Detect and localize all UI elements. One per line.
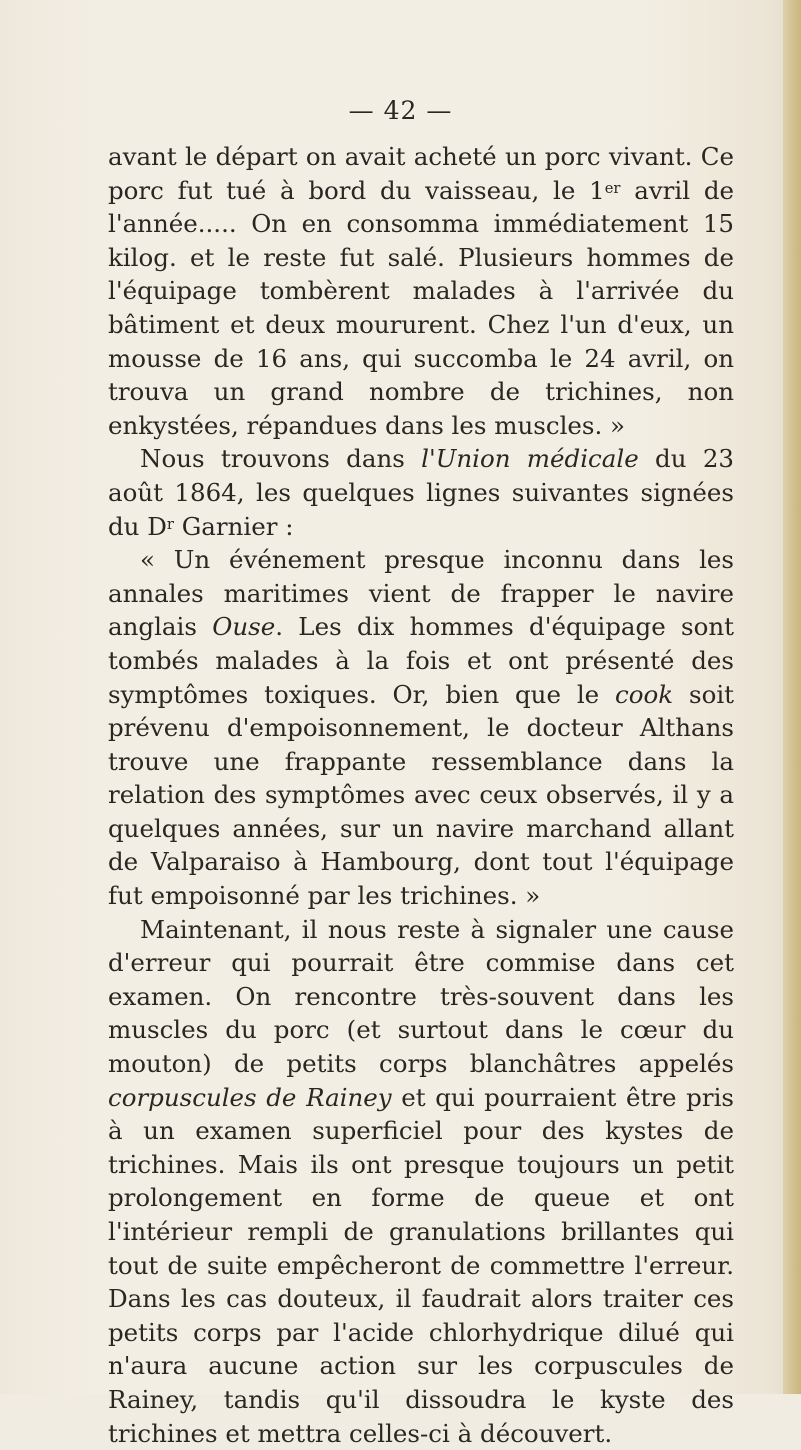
superscript-text: r bbox=[166, 515, 174, 533]
body-text bbox=[108, 140, 734, 1450]
text-run: avril de l'année..... On en consomma immédiatement 15 kilog. et le reste fut salé. Plusieurs hommes de l'équipage tombèrent malades à l'arrivée du bâtiment et deux moururent. Chez l'un d'eux, un mousse de 16 ans, qui succomba le 24 avril, on trouva un grand nombre de trichines, non enkystées, répandues dans les muscles. » bbox=[108, 175, 734, 440]
page-edge-shadow bbox=[783, 0, 801, 1394]
italic-text: Ouse bbox=[212, 612, 276, 642]
text-run: Maintenant, il nous reste à signaler une cause d'erreur qui pourrait être commise dans cet examen. On rencontre très-souvent dans les muscles du porc (et surtout dans le cœur du mouton) de petits corps blanchâtres appelés bbox=[108, 914, 734, 1079]
paragraph-2 bbox=[108, 442, 734, 543]
paragraph-4 bbox=[108, 913, 734, 1450]
text-run: « Un événement presque inconnu dans les annales maritimes vient de frapper le navire anglais bbox=[108, 545, 734, 642]
superscript-text: er bbox=[604, 179, 621, 197]
italic-text: l'Union médicale bbox=[421, 444, 639, 474]
text-run: avant le départ on avait acheté un porc vivant. Ce porc fut tué à bord du vaisseau, le 1 bbox=[108, 142, 734, 205]
text-run: Nous trouvons dans bbox=[140, 444, 422, 474]
italic-text: corpuscules de Rainey bbox=[108, 1082, 392, 1112]
paragraph-3 bbox=[108, 543, 734, 913]
paragraph-1 bbox=[108, 140, 734, 442]
text-run: et qui pourraient être pris à un examen superficiel pour des kystes de trichines. Mais ils ont presque toujours un petit prolongement en forme de queue et ont l'intérieur rempli de granulations brillantes qui tout de suite empêcheront de commettre l'erreur. Dans les cas douteux, il faudrait alors traiter ces petits corps par l'acide chlorhydrique dilué qui n'aura aucune action sur les corpuscules de Rainey, tandis qu'il dissoudra le kyste des trichines et mettra celles-ci à découvert. bbox=[108, 1082, 734, 1448]
text-run: du 23 août 1864, les quelques lignes suivantes signées du D bbox=[108, 444, 734, 541]
text-run: . Les dix hommes d'équipage sont tombés malades à la fois et ont présenté des symptômes toxiques. Or, bien que le bbox=[108, 612, 734, 709]
italic-text: cook bbox=[615, 679, 674, 709]
page-number: — 42 — bbox=[348, 96, 453, 125]
text-run: Garnier : bbox=[173, 511, 294, 541]
text-run: soit prévenu d'empoisonnement, le docteur Althans trouve une frappante ressemblance dans la relation des symptômes avec ceux observés, il y a quelques années, sur un navire marchand allant de Valparaiso à Hambourg, dont tout l'équipage fut empoisonné par les trichines. » bbox=[108, 679, 735, 911]
